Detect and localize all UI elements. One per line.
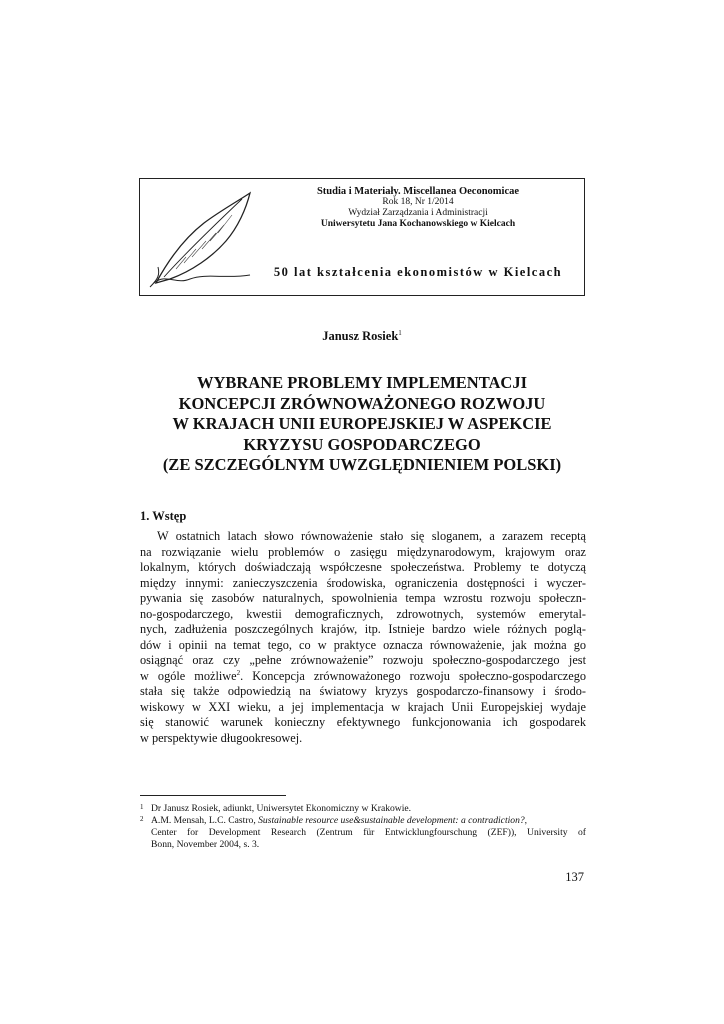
title-line: W KRAJACH UNII EUROPEJSKIEJ W ASPEKCIE	[172, 414, 552, 433]
footnote	[140, 803, 586, 815]
footnote-line: Dr Janusz Rosiek, adiunkt, Uniwersytet Ekonomiczny w Krakowie.	[151, 803, 412, 814]
paragraph-line: W ostatnich latach słowo równoważenie stało się sloganem, a zarazem receptą	[157, 529, 586, 543]
paragraph-line: no-gospodarczego, kwestii demograficznych, zdrowotnych, systemów emerytal-	[140, 606, 586, 621]
university-name: Uniwersytetu Jana Kochanowskiego w Kielcach	[320, 219, 516, 229]
body-paragraph	[140, 529, 586, 746]
footnote	[140, 815, 586, 851]
inline-footnote-mark: 2	[236, 668, 241, 677]
section-heading: 1. Wstęp	[140, 509, 187, 523]
header-motto: 50 lat kształcenia ekonomistów w Kielcach	[273, 265, 563, 279]
author-name: Janusz Rosiek	[322, 329, 399, 344]
paragraph-line: stała się także odpowiedzią na światowy kryzys gospodarczo-finansowy i środo-	[140, 684, 586, 698]
page-number: 137	[565, 870, 584, 884]
quill-pen-icon	[146, 187, 258, 291]
footnote-work-title: Sustainable resource use&sustainable development: a contradiction?	[258, 815, 525, 826]
footnote-authors: A.M. Mensah, L.C. Castro,	[151, 815, 259, 826]
paragraph-line: dów i opinii na temat tego, co w praktyce oznacza równoważenie, jak można go	[140, 637, 586, 652]
title-line: KONCEPCJI ZRÓWNOWAŻONEGO ROZWOJU	[178, 393, 546, 413]
footnote-divider	[140, 795, 286, 796]
paragraph-line: lokalnym, których doświadczają współczesne społeczeństwa. Problemy te dotyczą	[140, 560, 586, 574]
paragraph-line: w perspektywie długookresowej.	[140, 730, 303, 745]
line-start: w ogóle możliwe	[140, 668, 237, 683]
paragraph-line: osiągnąć oraz czy „pełne zrównoważenie” rozwoju społeczno-gospodarczego jest	[140, 653, 586, 667]
faculty-name: Wydział Zarządzania i Administracji	[348, 208, 488, 218]
journal-volume: Rok 18, Nr 1/2014	[382, 197, 454, 207]
footnote-line: Bonn, November 2004, s. 3.	[151, 839, 260, 850]
footnotes	[140, 803, 586, 851]
line-end: . Koncepcja zrównoważonego rozwoju społeczno-gospodarczego	[240, 668, 586, 683]
paragraph-line: się stanowić warunek konieczny efektywnego funkcjonowania ich gospodarek	[140, 715, 586, 729]
paragraph-line	[140, 669, 586, 685]
title-line: WYBRANE PROBLEMY IMPLEMENTACJI	[196, 373, 527, 392]
journal-header-box	[139, 178, 585, 296]
journal-info	[260, 186, 576, 230]
paragraph-line: między innymi: zanieczyszczenia środowiska, ograniczenia dostępności i wyczer-	[140, 575, 586, 590]
paragraph-line: na rozwiązanie wielu problemów o zasięgu międzynarodowym, krajowym oraz	[140, 544, 586, 559]
footnote-line: Center for Development Research (Zentrum für Entwicklungfourschung (ZEF)), University of	[151, 827, 586, 838]
author-line	[0, 329, 724, 344]
paragraph-line: nych, zadłużenia poszczególnych krajów, itp. Istnieje bardzo wiele różnych poglą-	[140, 622, 586, 636]
paragraph-line: wiskowy w XXI wieku, a jej implementacja w krajach Unii Europejskiej wydaje	[140, 699, 586, 714]
journal-name: Studia i Materiały. Miscellanea Oeconomicae	[316, 186, 520, 197]
footnote-punct: ,	[524, 815, 528, 826]
author-footnote-mark: 1	[398, 329, 402, 337]
footnote-line	[151, 815, 586, 827]
article-title	[140, 373, 584, 476]
footnote-number: 2	[140, 815, 144, 823]
paragraph-line: pywania się zasobów naturalnych, spowolnienia tempa wzrostu rozwoju społeczn-	[140, 591, 586, 605]
footnote-number: 1	[140, 803, 144, 811]
title-line: KRYZYSU GOSPODARCZEGO	[243, 434, 481, 454]
title-line: (ZE SZCZEGÓLNYM UWZGLĘDNIENIEM POLSKI)	[162, 455, 562, 474]
